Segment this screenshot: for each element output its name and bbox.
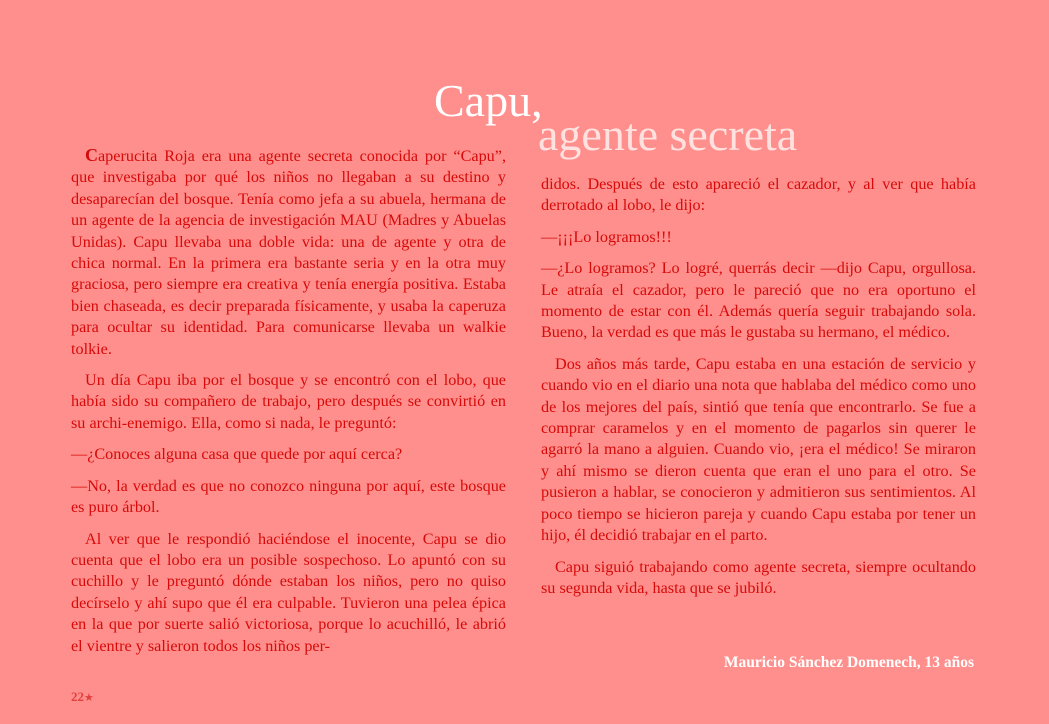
paragraph: didos. Después de esto apareció el cazador, y al ver que había derrotado al lobo, le dijo: <box>541 175 976 215</box>
initial-letter: C <box>85 145 98 165</box>
paragraph-text: aperucita Roja era una agente secreta conocida por “Capu”, que investigaba por qué los niños no llegaban a su destino y desaparecían del bosque. Tenía como jefa a su abuela, hermana de un agente de la agencia de investigación MAU (Madres y Abuelas Unidas). Capu llevaba una doble vida: una de agente y otra de chica normal. En la primera era bastante seria y en la otra muy graciosa, pero siempre era creativa y tenía energía positiva. Estaba bien chaseada, es decir preparada físicamente, y usaba la caperuza para ocultar su identidad. Para comunicarse llevaba un walkie tolkie. <box>71 147 506 358</box>
title-line-2: agente secreta <box>538 109 798 160</box>
page-number <box>71 689 94 705</box>
dialogue-line: —¡¡¡Lo logramos!!! <box>541 227 672 246</box>
paragraph: Capu siguió trabajando como agente secreta, siempre ocultando su segunda vida, hasta que se jubiló. <box>541 557 976 597</box>
right-column <box>541 174 976 609</box>
dialogue-line: —¿Lo logramos? Lo logré, querrás decir —dijo Capu, orgullosa. Le atraía el cazador, pero le pareció que no era oportuno el momento de estar con él. Además quería seguir trabajando sola. Bueno, la verdad es que más le gustaba su hermano, el médico. <box>541 259 976 342</box>
author-credit: Mauricio Sánchez Domenech, 13 años <box>723 654 974 671</box>
title-line-1: Capu, <box>434 75 543 126</box>
page-number-value: 22 <box>71 689 84 704</box>
star-icon: ★ <box>84 691 94 704</box>
dialogue-line: —No, la verdad es que no conozco ninguna por aquí, este bosque es puro árbol. <box>71 476 506 517</box>
left-column <box>71 145 506 667</box>
paragraph: Al ver que le respondió haciéndose el inocente, Capu se dio cuenta que el lobo era un posible sospechoso. Lo apuntó con su cuchillo y le preguntó dónde estaban los niños, pero no quiso decírselo y ahí supo que él era culpable. Tuvieron una pelea épica en la que por suerte salió victoriosa, porque lo acuchilló, le abrió el vientre y salieron todos los niños per- <box>71 529 506 655</box>
dialogue-line: —¿Conoces alguna casa que quede por aquí cerca? <box>71 445 403 464</box>
paragraph <box>71 145 506 360</box>
paragraph: Un día Capu iba por el bosque y se encontró con el lobo, que había sido su compañero de trabajo, pero después se convirtió en su archi-enemigo. Ella, como si nada, le preguntó: <box>71 371 506 432</box>
paragraph: Dos años más tarde, Capu estaba en una estación de servicio y cuando vio en el diario una nota que hablaba del médico como uno de los mejores del país, sintió que tenía que encontrarlo. Se fue a comprar caramelos y en el momento de pagarlos sin querer le agarró la mano a alguien. Cuando vio, ¡era el médico! Se miraron y ahí mismo se dieron cuenta que eran el uno para el otro. Se pusieron a hablar, se conocieron y admitieron sus sentimientos. Al poco tiempo se hicieron pareja y cuando Capu estaba por tener un hijo, él decidió trabajar en el parto. <box>541 354 976 545</box>
